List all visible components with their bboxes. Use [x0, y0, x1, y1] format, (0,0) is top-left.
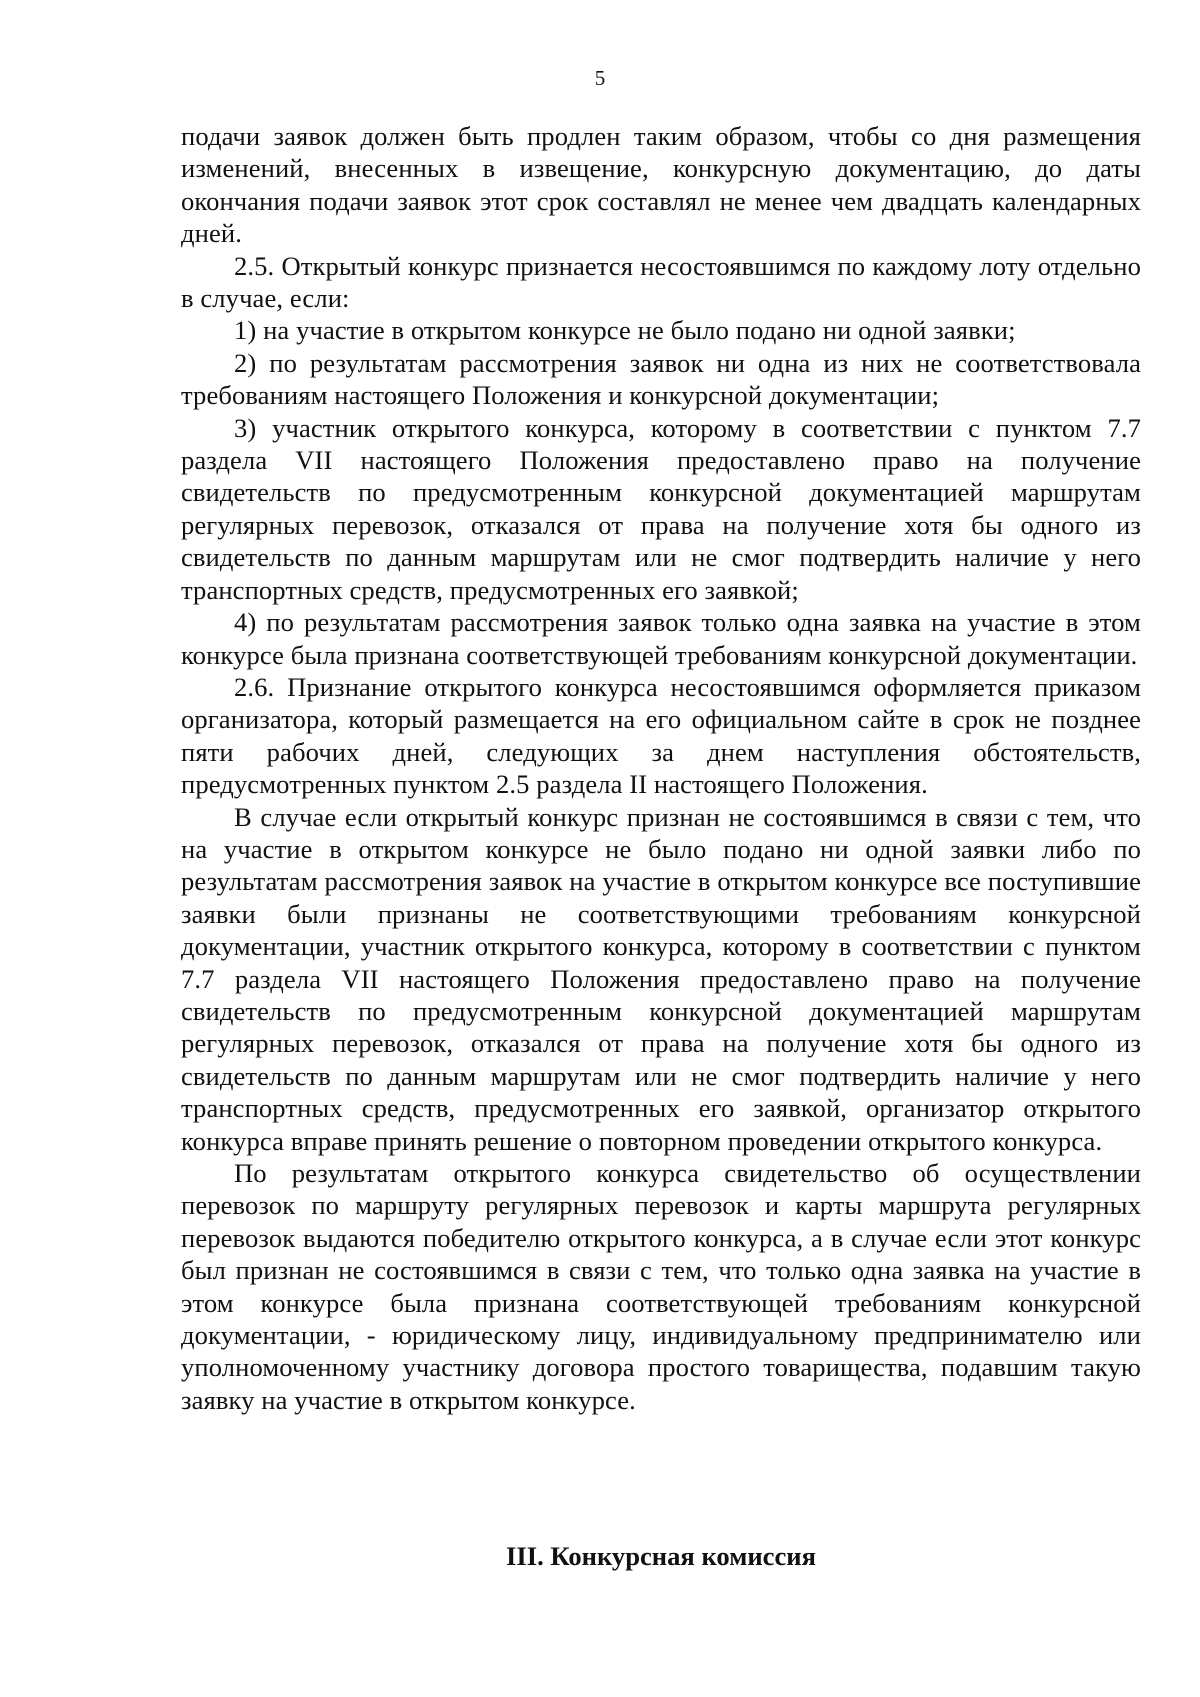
list-item-1: 1) на участие в открытом конкурсе не было подано ни одной заявки;: [234, 315, 1016, 346]
paragraph-results: По результатам открытого конкурса свидетельство об осуществлении перевозок по маршруту регулярных перевозок и карты маршрута регулярных перевозок выдаются победителю открытого конкурса, а в случае если этот конкурс был признан не состоявшимся в связи с тем, что только одна заявка на участие в этом конкурсе была признана соответствующей требованиям конкурсной документации, - юридическому лицу, индивидуальному предпринимателю или уполномоченному участнику договора простого товарищества, подавшим такую заявку на участие в открытом конкурсе.: [181, 1158, 1141, 1415]
document-body: [181, 120, 1141, 1416]
list-item-3: 3) участник открытого конкурса, которому в соответствии с пунктом 7.7 раздела VII настоящего Положения предоставлено право на получение свидетельств по предусмотренным конкурсной документацией маршрутам регулярных перевозок, отказался от права на получение хотя бы одного из свидетельств по данным маршрутам или не смог подтвердить наличие у него транспортных средств, предусмотренных его заявкой;: [181, 412, 1141, 605]
section-heading: III. Конкурсная комиссия: [506, 1541, 816, 1571]
list-item-4: 4) по результатам рассмотрения заявок только одна заявка на участие в этом конкурсе была признана соответствующей требованиям конкурсной документации.: [181, 607, 1141, 670]
paragraph-2-6: 2.6. Признание открытого конкурса несостоявшимся оформляется приказом организатора, который размещается на его официальном сайте в срок не позднее пяти рабочих дней, следующих за днем наступления обстоятельств, предусмотренных пунктом 2.5 раздела II настоящего Положения.: [181, 671, 1141, 800]
paragraph-repeat-contest: В случае если открытый конкурс признан не состоявшимся в связи с тем, что на участие в открытом конкурсе не было подано ни одной заявки либо по результатам рассмотрения заявок на участие в открытом конкурсе все поступившие заявки были признаны не соответствующими требованиям конкурсной документации, участник открытого конкурса, которому в соответствии с пунктом 7.7 раздела VII настоящего Положения предоставлено право на получение свидетельств по предусмотренным конкурсной документацией маршрутам регулярных перевозок, отказался от права на получение хотя бы одного из свидетельств по данным маршрутам или не смог подтвердить наличие у него транспортных средств, предусмотренных его заявкой, организатор открытого конкурса вправе принять решение о повторном проведении открытого конкурса.: [181, 801, 1141, 1156]
list-item-2: 2) по результатам рассмотрения заявок ни одна из них не соответствовала требованиям настоящего Положения и конкурсной документации;: [181, 347, 1141, 411]
paragraph-2-5: 2.5. Открытый конкурс признается несостоявшимся по каждому лоту отдельно в случае, если:: [181, 250, 1141, 314]
page-number: 5: [594, 66, 606, 90]
paragraph-continuation: подачи заявок должен быть продлен таким образом, чтобы со дня размещения изменений, внесенных в извещение, конкурсную документацию, до даты окончания подачи заявок этот срок составлял не менее чем двадцать календарных дней.: [181, 121, 1141, 249]
